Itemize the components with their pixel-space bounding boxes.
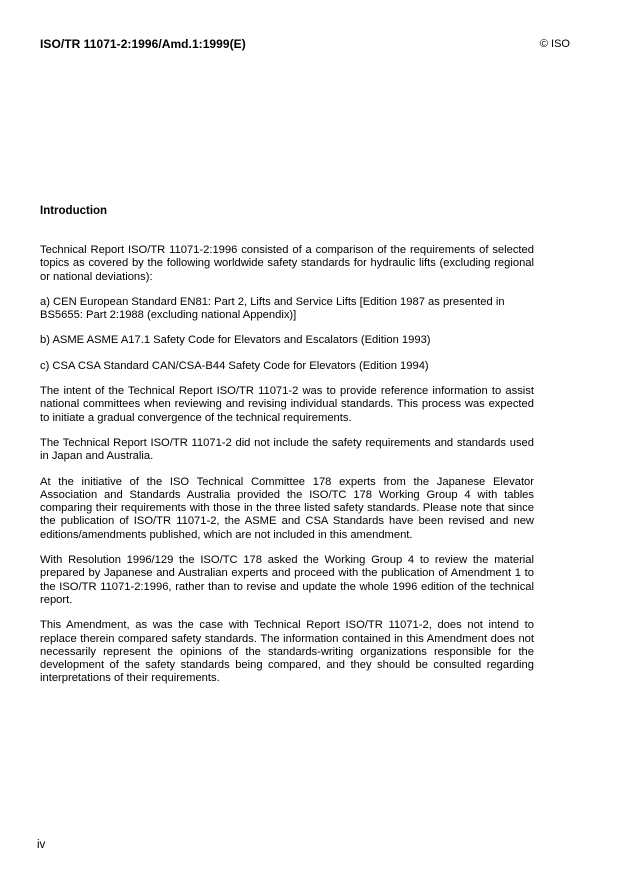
paragraph-resolution: With Resolution 1996/129 the ISO/TC 178 asked the Working Group 4 to review the material prepared by Japanese and Australian experts and proceed with the publication of Amendment 1 to the ISO/TR 11071-2:1996, rather than to revise and update the whole 1996 edition of the technical report.: [40, 554, 534, 606]
paragraph-intro: Technical Report ISO/TR 11071-2:1996 consisted of a comparison of the requirements of selected topics as covered by the following worldwide safety standards for hydraulic lifts (excluding regional or national deviations):: [40, 244, 534, 283]
list-item-c: c) CSA CSA Standard CAN/CSA-B44 Safety Code for Elevators (Edition 1994): [40, 359, 429, 372]
paragraph-scope: The Technical Report ISO/TR 11071-2 did not include the safety requirements and standards used in Japan and Australia.: [40, 436, 534, 463]
paragraph-disclaimer: This Amendment, as was the case with Technical Report ISO/TR 11071-2, does not intend to replace therein compared safety standards. The information contained in this Amendment does not necessarily represent the opinions of the standards-writing organizations responsible for the development of the safety standards being compared, and they should be consulted regarding interpretations of their requirements.: [40, 619, 534, 685]
paragraph-initiative: At the initiative of the ISO Technical Committee 178 experts from the Japanese Elevator Association and Standards Australia provided the ISO/TC 178 Working Group 4 with tables comparing their requirements with those in the three listed safety standards. Please note that since the publication of ISO/TR 11071-2, the ASME and CSA Standards have been revised and new editions/amendments published, which are not included in this amendment.: [40, 475, 534, 541]
page-number: iv: [37, 839, 46, 851]
copyright-notice: © ISO: [539, 38, 570, 50]
list-item-a: a) CEN European Standard EN81: Part 2, Lifts and Service Lifts [Edition 1987 as presented in BS5655: Part 2:1988 (excluding national Appendix)]: [40, 295, 505, 322]
document-id: ISO/TR 11071-2:1996/Amd.1:1999(E): [40, 37, 246, 51]
section-title: Introduction: [40, 205, 108, 217]
body-text: [40, 244, 534, 698]
list-item-b: b) ASME ASME A17.1 Safety Code for Elevators and Escalators (Edition 1993): [40, 334, 431, 347]
paragraph-intent: The intent of the Technical Report ISO/TR 11071-2 was to provide reference information to assist national committees when reviewing and revising individual standards. This process was expected to initiate a gradual convergence of the technical requirements.: [40, 385, 534, 424]
